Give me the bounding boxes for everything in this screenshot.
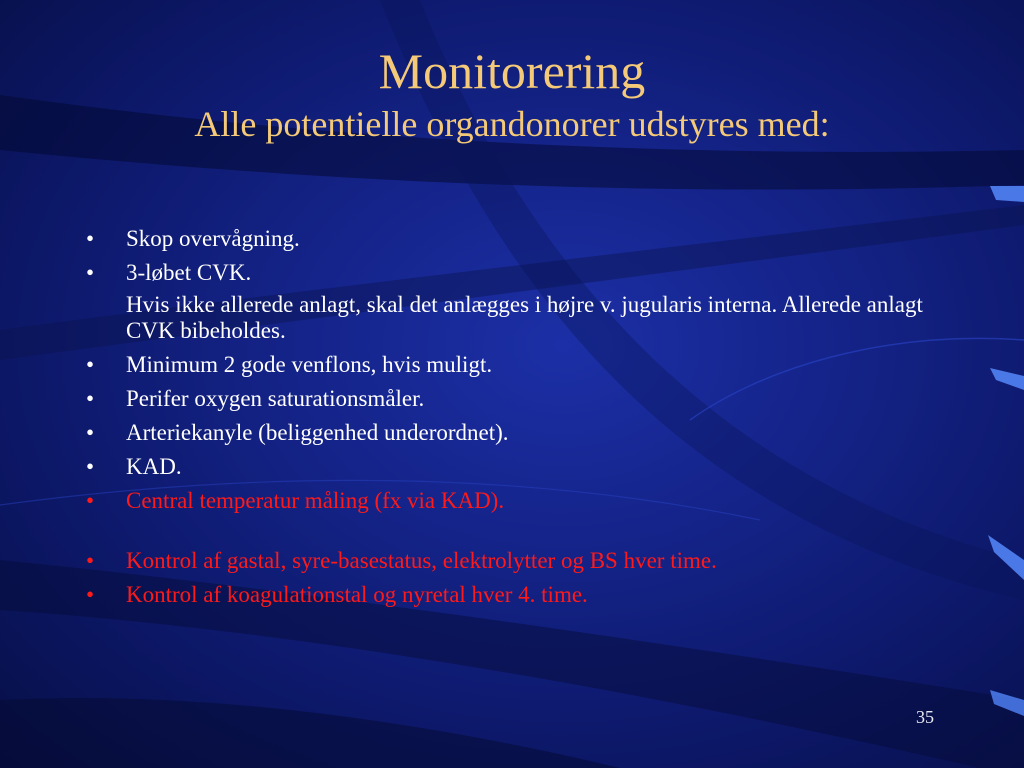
edge-accent <box>990 368 1024 390</box>
list-item <box>86 420 966 446</box>
slide-title: Monitorering <box>378 43 646 99</box>
page-number: 35 <box>916 707 934 727</box>
list-item-text: Kontrol af koagulationstal og nyretal hver 4. time. <box>126 582 588 607</box>
list-item-text: Central temperatur måling (fx via KAD). <box>126 488 505 513</box>
list-item-text: Minimum 2 gode venflons, hvis muligt. <box>126 352 493 377</box>
list-item-text: Hvis ikke allerede anlagt, skal det anlægges i højre v. jugularis interna. Allerede anlagt CVK bibeholdes. <box>126 292 923 343</box>
list-item-text: Perifer oxygen saturationsmåler. <box>126 386 425 411</box>
bullet-dot: • <box>86 226 95 251</box>
bullet-dot: • <box>86 352 95 377</box>
bullet-dot: • <box>86 488 95 513</box>
list-item-highlight <box>86 548 966 574</box>
list-item <box>86 352 966 378</box>
list-item <box>86 226 966 252</box>
list-item <box>86 454 966 480</box>
bullet-dot: • <box>86 548 95 573</box>
list-item-text: Skop overvågning. <box>126 226 300 251</box>
bullet-dot: • <box>86 582 95 607</box>
title-block <box>0 40 1024 146</box>
list-item-text: Arteriekanyle (beliggenhed underordnet). <box>126 420 509 445</box>
edge-accent <box>990 186 1024 202</box>
list-item <box>86 260 966 286</box>
list-item-text: Kontrol af gastal, syre-basestatus, elektrolytter og BS hver time. <box>126 548 717 573</box>
bullet-dot: • <box>86 260 95 285</box>
list-item-text: KAD. <box>126 454 182 479</box>
bullet-dot: • <box>86 386 95 411</box>
bullet-dot: • <box>86 420 95 445</box>
list-item-highlight <box>86 582 966 608</box>
list-item-text: 3-løbet CVK. <box>126 260 252 285</box>
slide-subtitle: Alle potentielle organdonorer udstyres med: <box>194 104 830 144</box>
bullet-dot: • <box>86 454 95 479</box>
bg-streak <box>0 698 620 768</box>
list-item <box>86 386 966 412</box>
list-item-continuation <box>86 292 966 344</box>
bullet-list <box>86 226 966 616</box>
list-item-highlight <box>86 488 966 514</box>
